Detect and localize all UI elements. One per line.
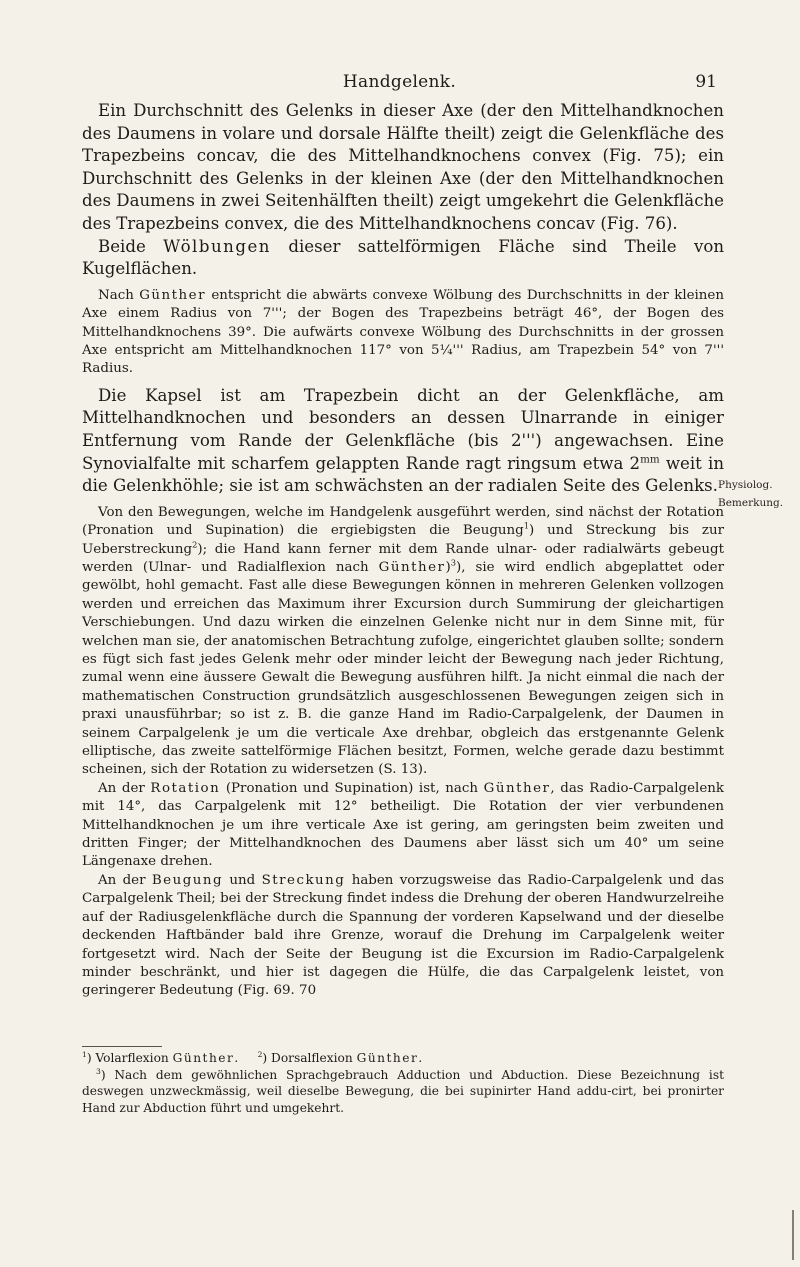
- paragraph-text: haben vorzugsweise das Radio-Carpalgelenk und das Carpalgelenk Theil; bei der Streckung findet indess die Drehung der oberen Handwurzelreihe auf der Radiusgelenkfläche durch die Spannung der vorderen Kapselwand und der dieselbe deckenden Haftbänder bald ihre Grenze, worauf die Drehung im Carpalgelenk weiter fortgesetzt wird. Nach der Seite der Beugung ist die Excursion im Radio-Carpalgelenk minder beschränkt, und hier ist dagegen die Hülfe, die das Carpalgelenk leistet, von geringerer Bedeutung (Fig. 69. 70: [82, 872, 724, 999]
- spaced-emphasis: Streckung: [261, 872, 346, 888]
- footnote-text: ) Dorsalflexion: [262, 1051, 357, 1065]
- footnote-divider: [82, 1046, 162, 1047]
- footnote-ref: 3: [450, 557, 456, 568]
- paragraph-text: An der: [98, 872, 152, 888]
- small-paragraph-flexion: [82, 872, 724, 1001]
- footnote-ref: 1: [523, 520, 529, 531]
- footnote-3: [82, 1067, 724, 1117]
- paragraph-capsule: [82, 385, 724, 498]
- margin-note-physiolog: Physiolog.: [718, 479, 773, 491]
- paragraph-text: Ein Durchschnitt des Gelenks in dieser Axe (der den Mittelhandknochen des Daumens in volare und dorsale Hälfte theilt) zeigt die Gelenkfläche des Trapezbeins concav, die des Mittelhandknochens convex (Fig. 75); ein Durchschnitt des Gelenks in der kleinen Axe (der den Mittelhandknochen des Daumens in zwei Seitenhälften theilt) zeigt umgekehrt die Gelenkfläche des Trapezbeins convex, die des Mittelhandknochens concav (Fig. 76).: [82, 101, 724, 233]
- page-number: 91: [695, 72, 717, 92]
- small-paragraph-guenther-radii: [82, 287, 724, 379]
- paragraph-section-axis: [82, 100, 724, 236]
- small-paragraph-rotation: [82, 780, 724, 872]
- footnote-text: .: [234, 1051, 239, 1065]
- paragraph-text: ); die Hand kann ferner mit dem Rande ulnar- oder radialwärts gebeugt werden (Ulnar- und Radialflexion nach: [82, 541, 724, 575]
- paragraph-text: ), sie wird endlich abgeplattet oder gewölbt, hohl gemacht. Fast alle diese Bewegungen können in mehreren Gelenken vollzogen werden und erreichen das Maximum ihrer Excursion durch Summirung der gleichartigen Verschiebungen. Und dazu wirken die einzelnen Gelenke nicht nur in dem Sinne mit, für welchen man sie, der anatomischen Betrachtung zufolge, eingerichtet glauben sollte; sondern es fügt sich fast jedes Gelenk mehr oder minder leicht der Bewegung nach jeder Richtung, zumal wenn eine äussere Gewalt die Bewegung ausführen hilft. Ja nicht einmal die nach der mathematischen Construction grundsätzlich ausgeschlossenen Bewegungen zeigen sich in praxi unausführbar; so ist z. B. die ganze Hand im Radio-Carpalgelenk, der Daumen in seinem Carpalgelenk je um die verticale Axe drehbar, obgleich das erstgenannte Gelenk elliptische, das zweite sattelförmige Flächen besitzt, Formen, welche gerade dazu bestimmt scheinen, sich der Rotation zu widersetzen (S. 13).: [82, 559, 724, 778]
- footnote-number: 2: [257, 1049, 263, 1059]
- paragraph-text: und: [223, 872, 262, 888]
- page-edge-shadow: [792, 1210, 794, 1260]
- footnote-ref: 2: [192, 539, 198, 550]
- paragraph-text: Von den Bewegungen, welche im Handgelenk ausgeführt werden, sind nächst der Rotation (Pronation und Supination) die ergiebigsten die Beugung: [82, 504, 724, 539]
- footnote-number: 3: [96, 1066, 101, 1076]
- spaced-emphasis: Beugung: [151, 872, 224, 888]
- spaced-emphasis: Rotation: [150, 780, 221, 796]
- paragraph-text: Nach: [98, 287, 140, 303]
- unit-superscript: mm: [640, 453, 660, 466]
- page-header: [82, 72, 717, 96]
- footnote-text: ) Nach dem gewöhnlichen Sprachgebrauch Adduction und Abduction. Diese Bezeichnung ist deswegen unzweckmässig, weil dieselbe Bewegung, die bei supinirter Hand addu-cirt, bei pronirter Hand zur Abduction führt und umgekehrt.: [82, 1067, 724, 1115]
- footnote-text: .: [418, 1051, 423, 1065]
- paragraph-text: weit in die Gelenkhöhle; sie ist am schwächsten an der radialen Seite des Gelenks.: [82, 453, 725, 496]
- footnote-text: ) Volarflexion: [86, 1051, 173, 1065]
- paragraph-text: entspricht die abwärts convexe Wölbung des Durchschnitts in der kleinen Axe einem Radius von 7'''; der Bogen des Trapezbeins beträgt 46°, der Bogen des Mittelhandknochens 39°. Die aufwärts convexe Wölbung des Durchschnitts in der grossen Axe entspricht am Mittelhandknochen 117° von 5¼''' Radius, am Trapezbein 54° von 7''' Radius.: [82, 287, 724, 377]
- paragraph-text: , das Radio-Carpalgelenk mit 14°, das Carpalgelenk mit 12° betheiligt. Die Rotation der vier verbundenen Mittelhandknochen je um ihre verticale Axe ist gering, am geringsten beim zweiten und dritten Finger; der Mittelhandknochen des Daumens aber lässt sich um 40° um seine Längenaxe drehen.: [82, 780, 724, 870]
- paragraph-text: ): [445, 559, 451, 575]
- paragraph-text: ) und Streckung bis zur Ueberstreckung: [82, 523, 724, 557]
- footnote-number: 1: [82, 1049, 87, 1059]
- paragraph-text: Die Kapsel ist am Trapezbein dicht an der Gelenkfläche, am Mittelhandknochen und besonders an dessen Ulnarrande in einiger Entfernung vom Rande der Gelenkfläche (bis 2''') angewachsen. Eine Synovialfalte mit scharfem gelappten Rande ragt ringsum etwa 2: [82, 385, 724, 473]
- paragraph-text: (Pronation und Supination) ist, nach: [220, 780, 484, 796]
- page-body: [82, 100, 724, 1001]
- spaced-emphasis: Günther: [356, 1051, 419, 1065]
- spaced-emphasis: Günther: [172, 1051, 235, 1065]
- spaced-emphasis: Günther: [139, 287, 206, 303]
- paragraph-text: dieser sattelförmigen Fläche sind Theile von Kugelflächen.: [82, 236, 725, 279]
- paragraph-text: Beide: [98, 236, 164, 256]
- paragraph-text: An der: [98, 780, 151, 796]
- margin-note-bemerkung: Bemerkung.: [718, 497, 784, 509]
- running-title: Handgelenk.: [342, 72, 457, 92]
- paragraph-curvatures: [82, 236, 724, 281]
- spaced-emphasis: Günther: [378, 559, 446, 575]
- spaced-emphasis: Günther: [483, 780, 551, 796]
- footnote-line-1-2: [82, 1050, 724, 1067]
- spaced-emphasis: Wölbungen: [163, 236, 271, 256]
- footnotes: [82, 1050, 724, 1116]
- small-paragraph-movements: [82, 504, 724, 780]
